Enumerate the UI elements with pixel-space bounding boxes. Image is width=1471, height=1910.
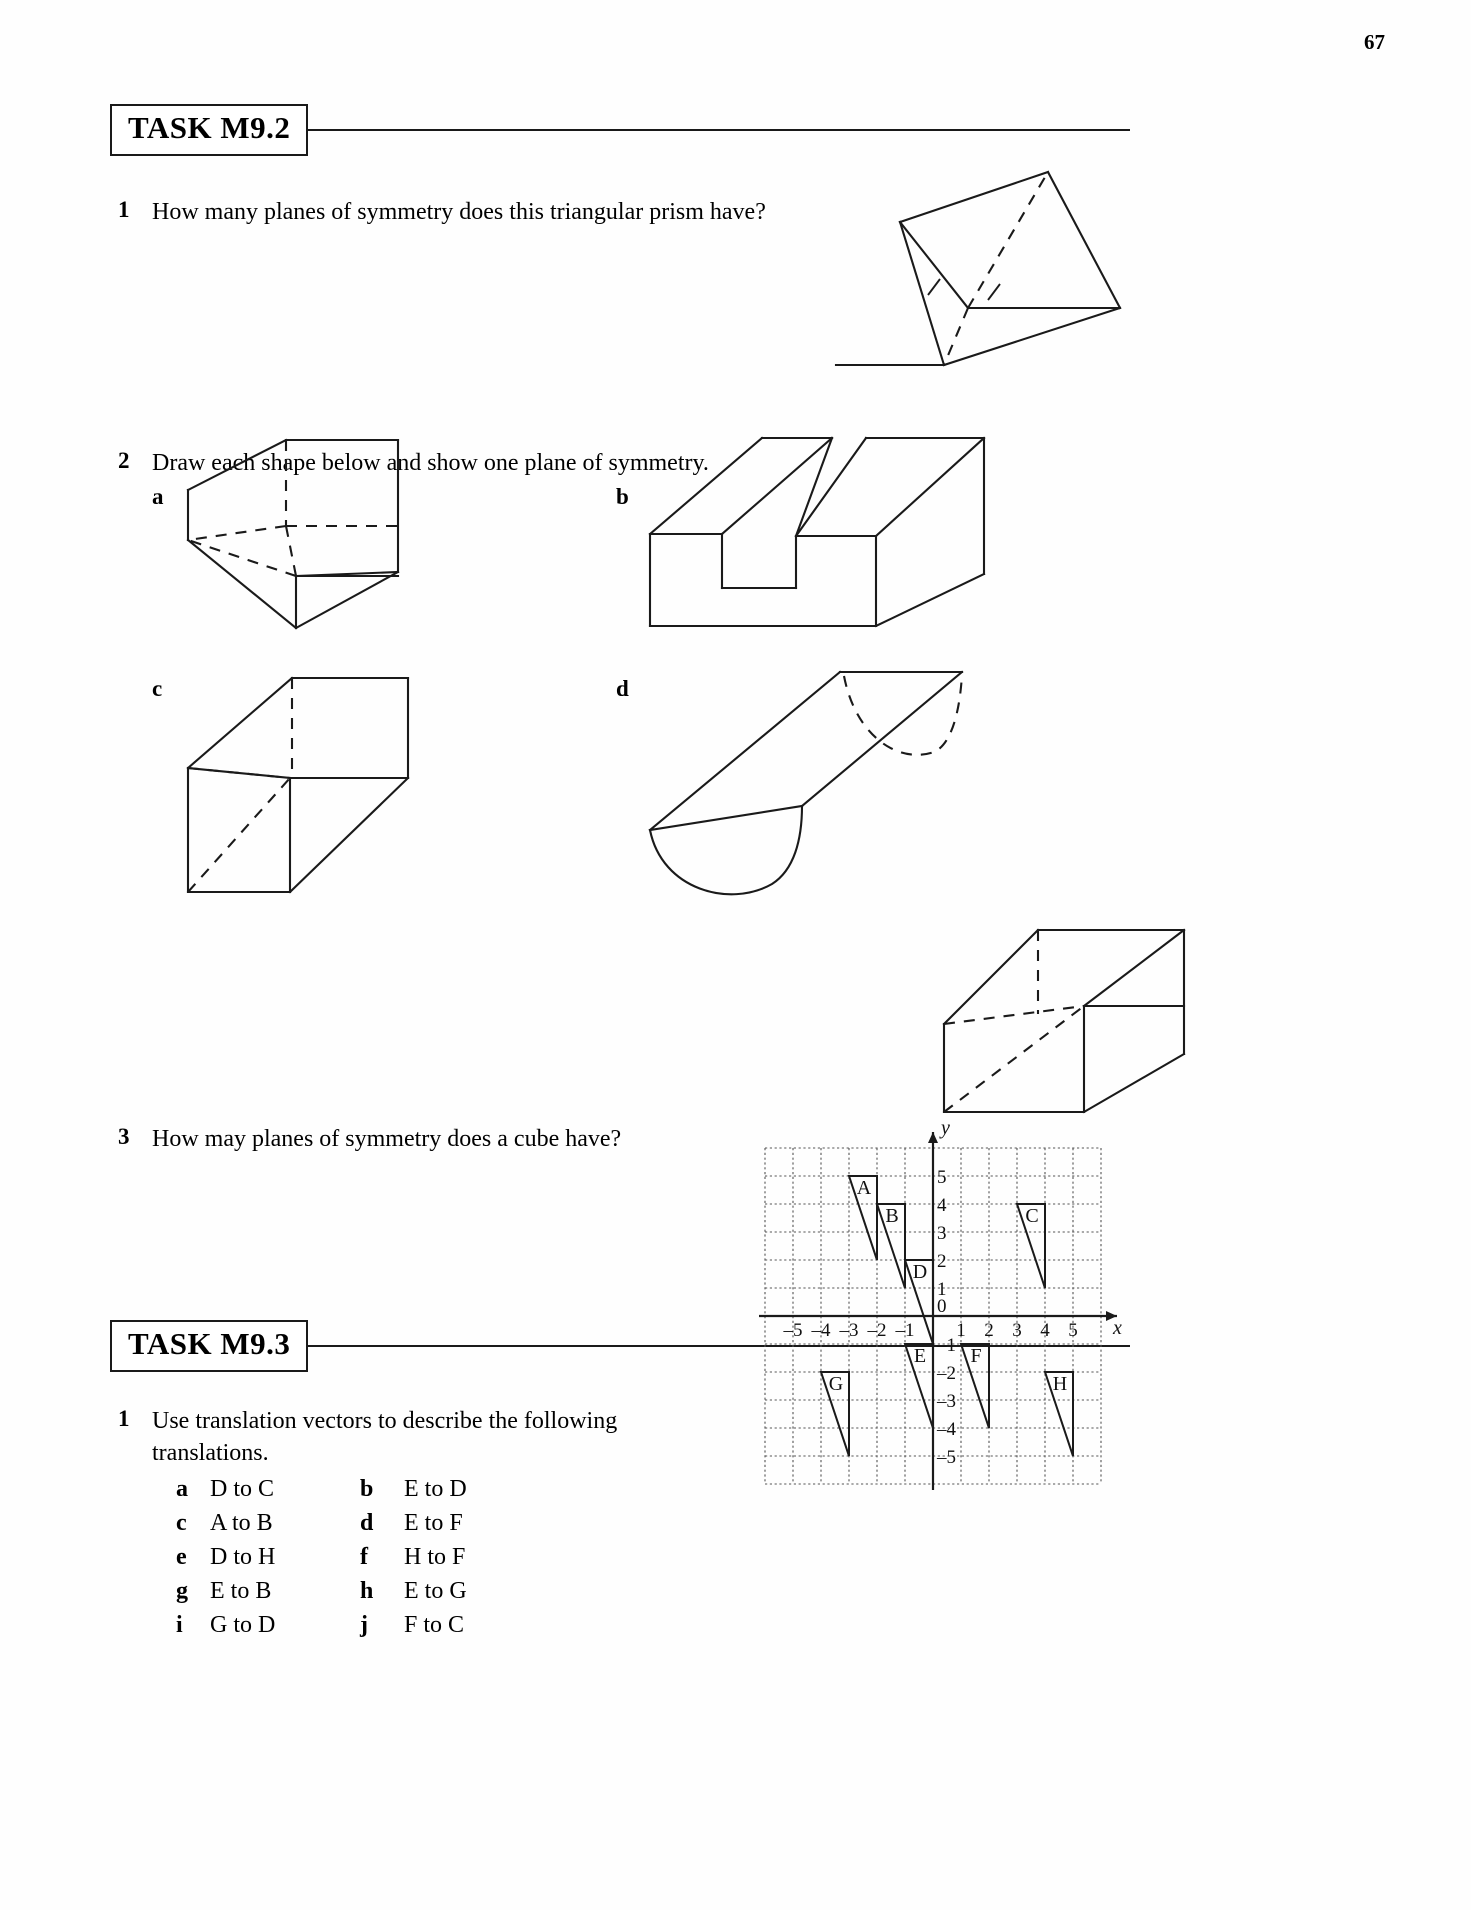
y-tick-label: –2 — [937, 1363, 956, 1384]
translation-value-e: D to H — [210, 1544, 276, 1571]
translation-value-j: F to C — [404, 1612, 465, 1639]
question-number: 1 — [118, 1406, 130, 1431]
task-title-m9-2: TASK M9.2 — [110, 104, 308, 156]
task-rule — [308, 129, 1130, 131]
translation-key-g: g — [176, 1578, 188, 1605]
translation-value-i: G to D — [210, 1612, 276, 1639]
translation-key-j: j — [360, 1612, 368, 1639]
sub-label-a: a — [152, 484, 164, 509]
wedge-prism-figure — [176, 426, 406, 646]
triangle-label: E — [913, 1345, 927, 1367]
x-tick-label: –4 — [811, 1320, 831, 1341]
question-m9-2-1 — [118, 197, 898, 229]
translation-value-f: H to F — [404, 1544, 466, 1571]
question-number: 1 — [118, 197, 130, 222]
translation-value-b: E to D — [404, 1476, 467, 1502]
translation-items-list — [176, 1472, 646, 1642]
translation-key-f: f — [360, 1544, 368, 1571]
y-tick-label: 4 — [937, 1195, 947, 1216]
grooved-prism-figure — [644, 426, 994, 646]
task-title-m9-3: TASK M9.3 — [110, 1320, 308, 1372]
translation-value-c: A to B — [210, 1510, 273, 1537]
translation-key-h: h — [360, 1578, 374, 1605]
sub-label-d: d — [616, 676, 629, 701]
triangular-prism-figure — [820, 160, 1140, 390]
y-tick-label: 5 — [937, 1167, 947, 1188]
question-number: 3 — [118, 1124, 130, 1149]
question-number: 2 — [118, 448, 130, 473]
page-number: 67 — [1364, 30, 1385, 54]
y-tick-label: –5 — [937, 1447, 956, 1468]
x-tick-label: 4 — [1040, 1320, 1050, 1341]
x-tick-label: 1 — [956, 1320, 966, 1341]
x-tick-label: –1 — [895, 1320, 915, 1341]
coordinate-grid-figure — [775, 1117, 1125, 1480]
x-tick-label: 5 — [1068, 1320, 1078, 1341]
translation-key-e: e — [176, 1544, 187, 1571]
x-tick-label: –5 — [783, 1320, 803, 1341]
translation-value-g: E to B — [210, 1578, 272, 1605]
triangle-label: G — [828, 1373, 844, 1395]
cuboid-cube-figure — [936, 916, 1196, 1166]
sub-label-b: b — [616, 484, 629, 509]
question-text: How many planes of symmetry does this triangular prism have? — [152, 199, 766, 225]
y-tick-label: 2 — [937, 1251, 947, 1272]
translation-value-d: E to F — [404, 1510, 463, 1537]
translation-key-i: i — [176, 1612, 183, 1639]
x-axis-label: x — [1113, 1317, 1122, 1339]
question-text: Draw each shape below and show one plane of symmetry. — [152, 450, 709, 476]
translation-key-c: c — [176, 1510, 187, 1537]
triangle-label: A — [856, 1177, 872, 1199]
cuboid-figure — [180, 664, 420, 914]
question-m9-3-1 — [118, 1406, 708, 1469]
question-text: Use translation vectors to describe the following translations. — [152, 1408, 618, 1466]
task-header-m9-2 — [110, 104, 1130, 156]
x-tick-label: –2 — [867, 1320, 887, 1341]
translation-key-d: d — [360, 1510, 374, 1537]
half-cylinder-figure — [644, 660, 974, 910]
y-axis-label: y — [941, 1117, 950, 1139]
x-tick-label: 3 — [1012, 1320, 1022, 1341]
translation-value-a: D to C — [210, 1476, 275, 1502]
triangle-label: B — [885, 1205, 899, 1227]
translation-value-h: E to G — [404, 1578, 467, 1605]
y-tick-label: 3 — [937, 1223, 947, 1244]
x-tick-label: 2 — [984, 1320, 994, 1341]
triangle-label: C — [1025, 1205, 1039, 1227]
triangle-label: H — [1052, 1373, 1068, 1395]
triangle-label: F — [970, 1345, 982, 1367]
y-tick-label: –4 — [937, 1419, 956, 1440]
y-tick-label: 1 — [937, 1279, 947, 1300]
sub-label-c: c — [152, 676, 163, 701]
question-text: How may planes of symmetry does a cube have? — [152, 1126, 622, 1152]
y-tick-label: –1 — [937, 1335, 956, 1356]
triangle-label: D — [912, 1261, 928, 1283]
x-tick-label: –3 — [839, 1320, 859, 1341]
translation-key-b: b — [360, 1476, 374, 1502]
origin-label: 0 — [937, 1296, 947, 1317]
translation-key-a: a — [176, 1476, 188, 1502]
y-tick-label: –3 — [937, 1391, 956, 1412]
